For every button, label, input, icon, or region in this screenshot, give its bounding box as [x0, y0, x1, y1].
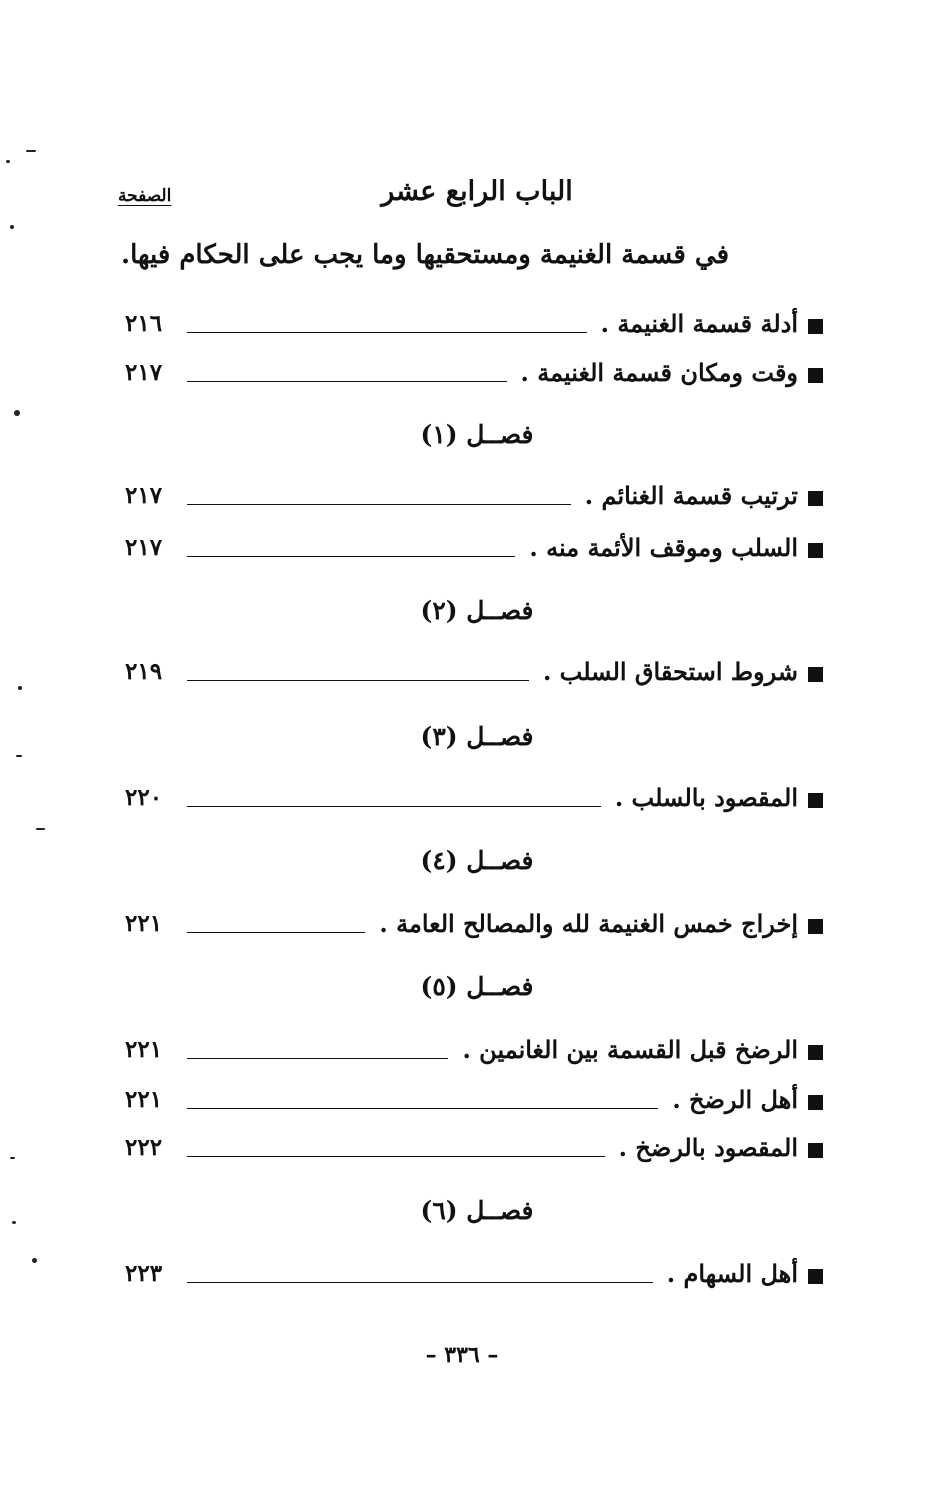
- folio-page-number: – ٣٣٦ –: [425, 1342, 499, 1368]
- dotted-leader: [187, 556, 515, 557]
- page-column-label: الصفحة: [118, 186, 172, 206]
- scan-speck: [6, 160, 10, 163]
- dotted-leader: [187, 1108, 658, 1109]
- entry-page-number: ٢١٧: [125, 534, 163, 561]
- entry-title: أهل الرضخ .: [672, 1085, 798, 1114]
- entry-title: المقصود بالرضخ .: [618, 1133, 798, 1162]
- toc-entry[interactable]: [125, 355, 823, 391]
- toc-entry[interactable]: [125, 906, 823, 942]
- square-bullet-icon: [808, 919, 823, 934]
- square-bullet-icon: [808, 1095, 823, 1110]
- scan-speck: [14, 410, 20, 416]
- entry-title: المقصود بالسلب .: [614, 783, 798, 812]
- entry-title: وقت ومكان قسمة الغنيمة .: [520, 358, 798, 387]
- section-heading: فصــل (٤): [420, 846, 534, 875]
- dotted-leader: [187, 1156, 605, 1157]
- scan-speck: [16, 755, 22, 757]
- entry-page-number: ٢١٩: [125, 658, 163, 685]
- dotted-leader: [187, 1058, 448, 1059]
- dotted-leader: [187, 806, 601, 807]
- square-bullet-icon: [808, 667, 823, 682]
- entry-title: أهل السهام .: [666, 1259, 798, 1288]
- toc-entry[interactable]: [125, 780, 823, 816]
- scan-speck: [10, 1157, 15, 1159]
- dotted-leader: [187, 932, 365, 933]
- entry-page-number: ٢١٧: [125, 359, 163, 386]
- section-heading: فصــل (١): [420, 420, 534, 449]
- toc-entry[interactable]: [125, 1032, 823, 1068]
- dotted-leader: [187, 332, 587, 333]
- entry-page-number: ٢٢٠: [125, 784, 163, 811]
- chapter-title: الباب الرابع عشر: [381, 176, 573, 207]
- entry-title: شروط استحقاق السلب .: [542, 657, 798, 686]
- scan-speck: [36, 828, 45, 830]
- toc-entry[interactable]: [125, 654, 823, 690]
- entry-title: السلب وموقف الأئمة منه .: [529, 533, 798, 562]
- square-bullet-icon: [808, 368, 823, 383]
- dotted-leader: [187, 680, 529, 681]
- square-bullet-icon: [808, 1143, 823, 1158]
- entry-page-number: ٢٢٢: [125, 1134, 163, 1161]
- square-bullet-icon: [808, 793, 823, 808]
- square-bullet-icon: [808, 543, 823, 558]
- scan-speck: [18, 686, 22, 690]
- entry-page-number: ٢٢٣: [125, 1260, 163, 1287]
- toc-entry[interactable]: [125, 306, 823, 342]
- dotted-leader: [187, 381, 507, 382]
- square-bullet-icon: [808, 491, 823, 506]
- section-heading: فصــل (٦): [420, 1196, 534, 1225]
- scan-speck: [26, 150, 36, 152]
- section-heading: فصــل (٢): [420, 596, 534, 625]
- dotted-leader: [187, 504, 571, 505]
- section-heading: فصــل (٥): [420, 972, 534, 1001]
- square-bullet-icon: [808, 1045, 823, 1060]
- toc-entry[interactable]: [125, 530, 823, 566]
- chapter-subtitle: في قسمة الغنيمة ومستحقيها وما يجب على الحكام فيها.: [121, 240, 729, 270]
- entry-page-number: ٢٢١: [125, 910, 163, 937]
- section-heading: فصــل (٣): [420, 722, 534, 751]
- toc-entry[interactable]: [125, 1082, 823, 1118]
- square-bullet-icon: [808, 319, 823, 334]
- square-bullet-icon: [808, 1269, 823, 1284]
- entry-page-number: ٢١٦: [125, 310, 163, 337]
- toc-entry[interactable]: [125, 1256, 823, 1292]
- entry-title: الرضخ قبل القسمة بين الغانمين .: [462, 1035, 798, 1064]
- entry-title: ترتيب قسمة الغنائم .: [584, 481, 798, 510]
- entry-title: أدلة قسمة الغنيمة .: [600, 309, 798, 338]
- toc-entry[interactable]: [125, 1130, 823, 1166]
- scan-speck: [12, 1221, 16, 1224]
- entry-page-number: ٢١٧: [125, 482, 163, 509]
- toc-entry[interactable]: [125, 478, 823, 514]
- scan-speck: [32, 1258, 37, 1263]
- entry-title: إخراج خمس الغنيمة لله والمصالح العامة .: [379, 909, 798, 938]
- entry-page-number: ٢٢١: [125, 1036, 163, 1063]
- entry-page-number: ٢٢١: [125, 1086, 163, 1113]
- scan-speck: [10, 225, 14, 229]
- dotted-leader: [187, 1282, 653, 1283]
